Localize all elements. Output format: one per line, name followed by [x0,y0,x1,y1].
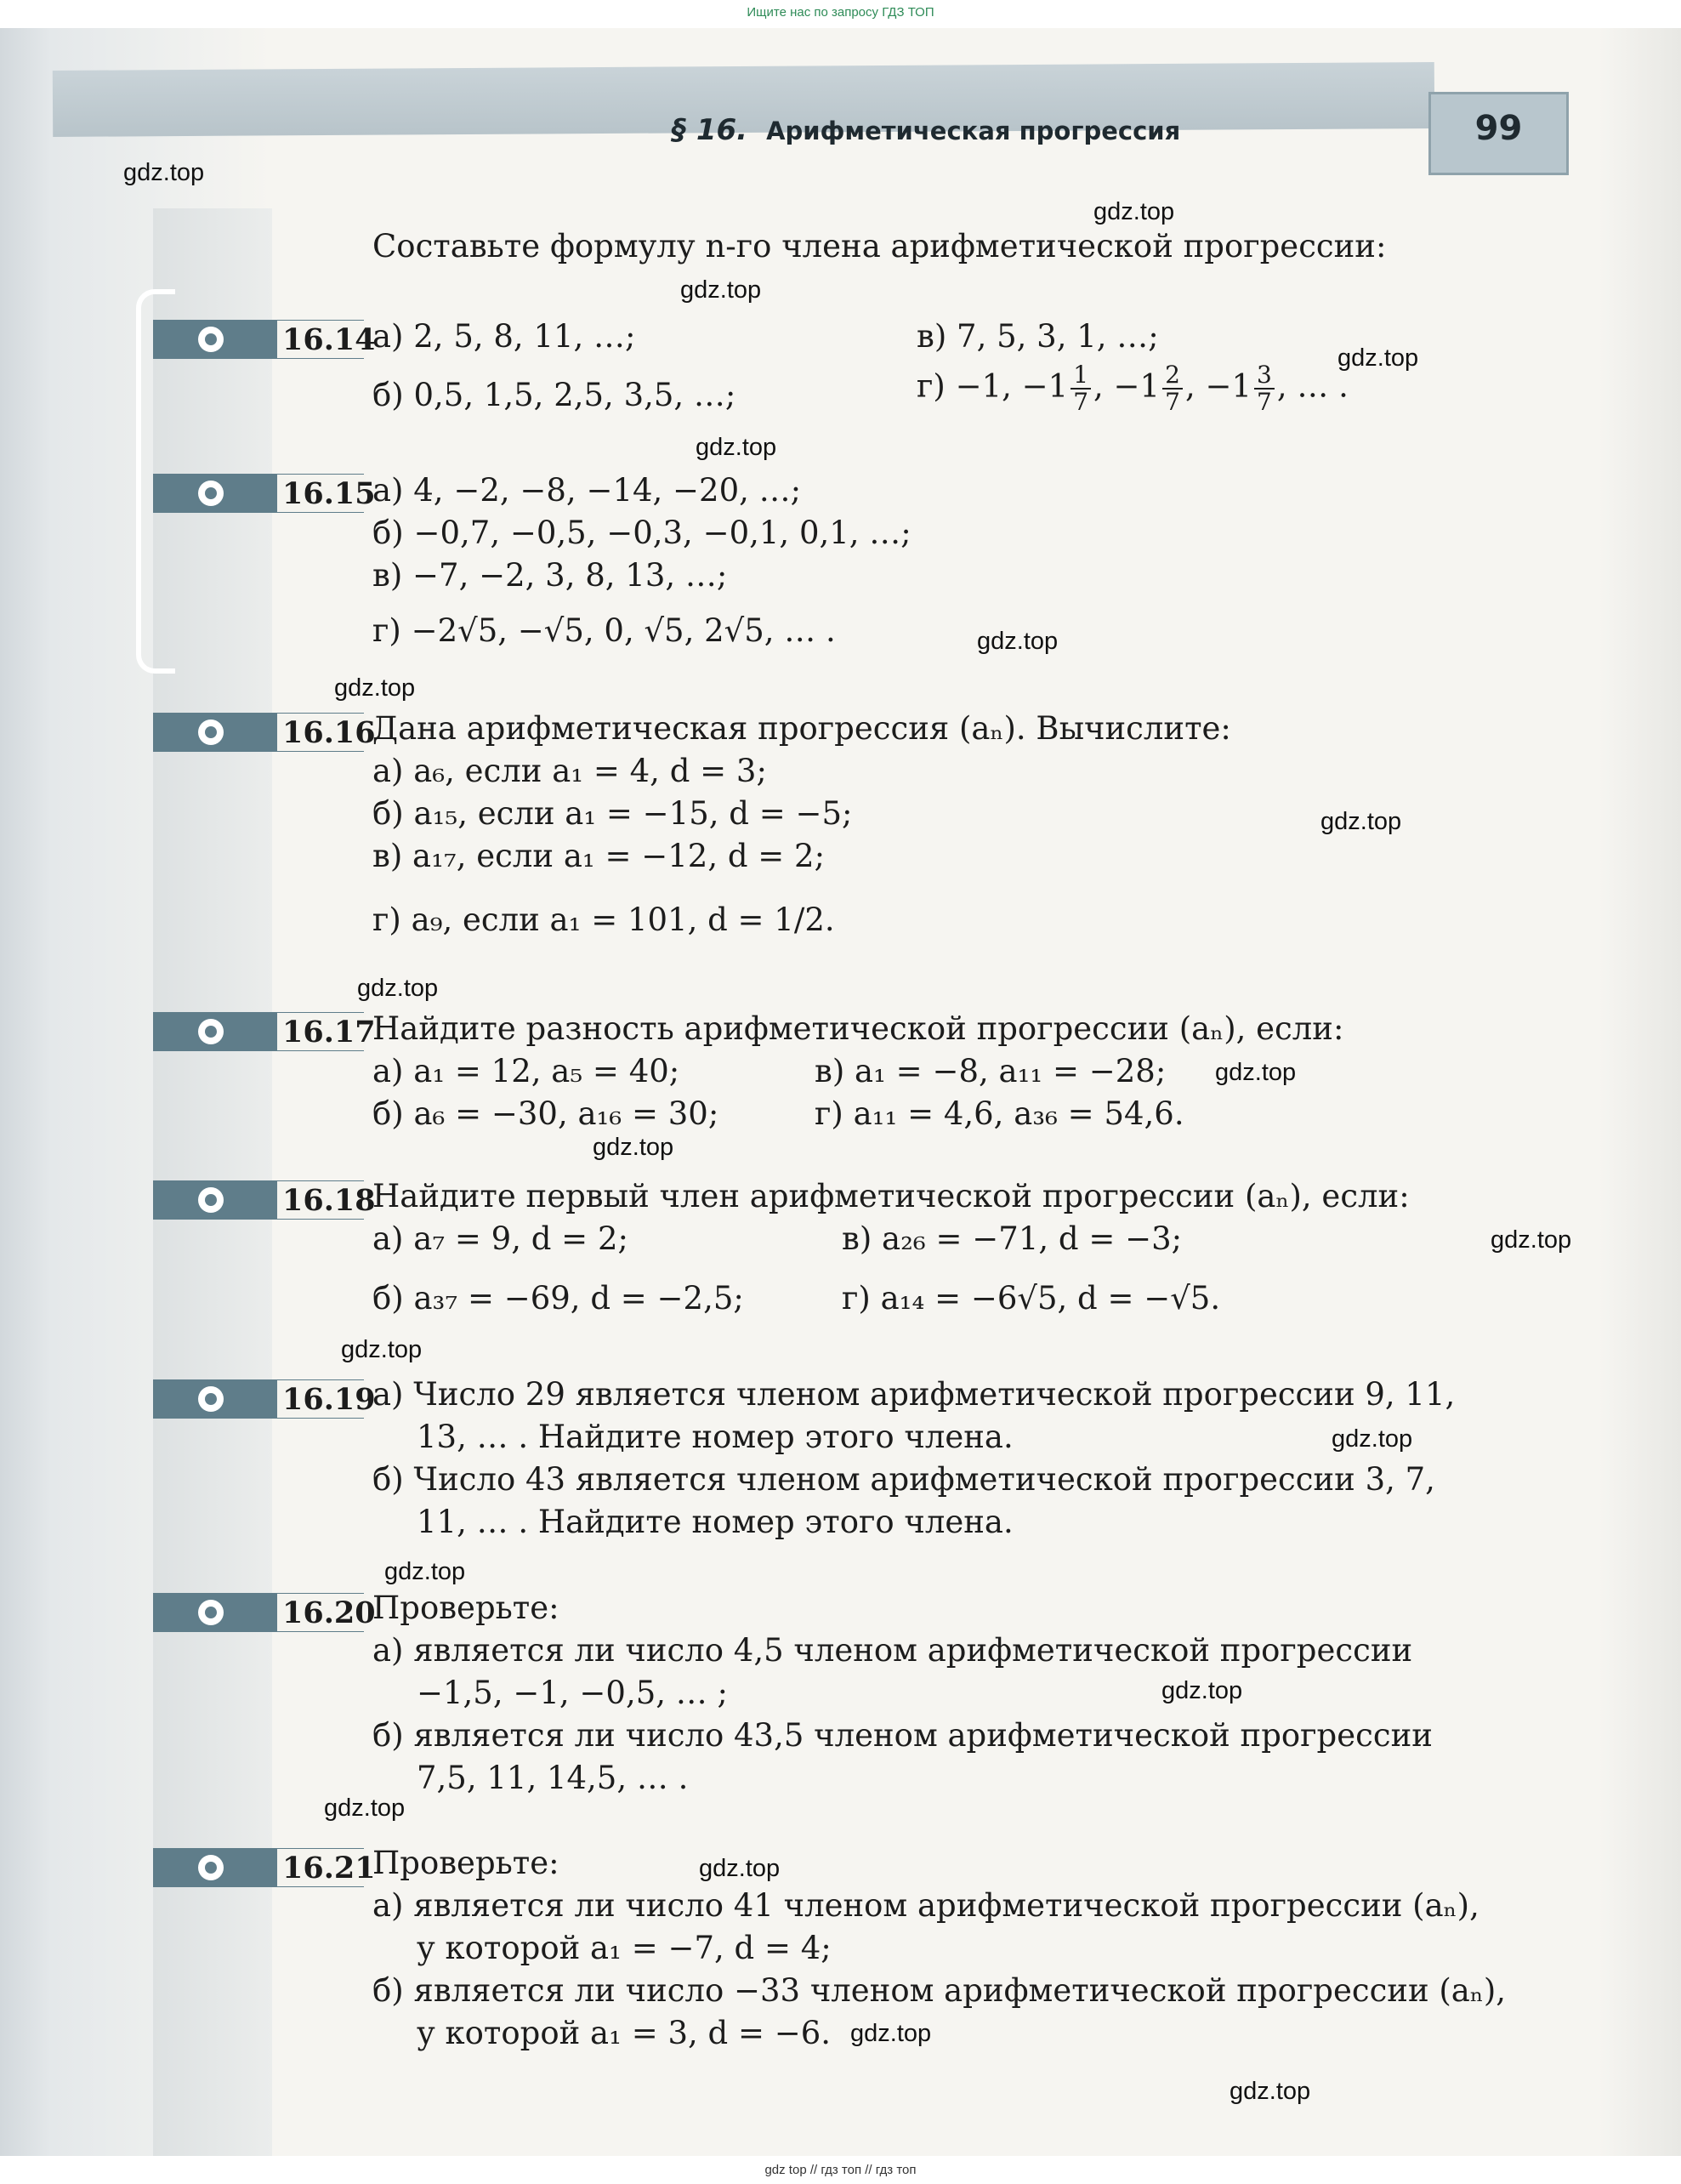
item-a-line1: а) Число 29 является членом арифметической прогрессии 9, 11, [372,1376,1456,1413]
circle-icon [198,1600,224,1625]
watermark: gdz.top [341,1336,423,1363]
problem-number: 16.16 [275,714,366,751]
circle-icon [198,1019,224,1044]
watermark: gdz.top [1093,198,1175,225]
item-d: г) a₉, если a₁ = 101, d = 1/2. [372,901,835,938]
circle-icon [198,1187,224,1213]
item-a-line2: 13, … . Найдите номер этого члена. [417,1419,1014,1455]
item-b-line1: б) является ли число −33 членом арифметической прогрессии (aₙ), [372,1972,1507,2009]
problem-number: 16.15 [275,475,366,512]
circle-icon [198,327,224,352]
watermark: gdz.top [977,628,1059,655]
problem-number: 16.17 [275,1013,366,1050]
item-a-line2: у которой a₁ = −7, d = 4; [417,1930,832,1966]
item-b-line2: у которой a₁ = 3, d = −6. [417,2015,832,2051]
watermark: gdz.top [850,2020,932,2047]
problem-text: Найдите разность арифметической прогрессии (aₙ), если: [372,1010,1344,1047]
item-d: г) a₁₄ = −6√5, d = −√5. [842,1280,1221,1317]
watermark: gdz.top [593,1134,674,1161]
problem-number: 16.19 [275,1380,366,1418]
watermark: gdz.top [1161,1677,1243,1704]
problem-number: 16.20 [275,1594,366,1631]
watermark: gdz.top [357,975,439,1002]
watermark: gdz.top [123,159,205,186]
top-note: Ищите нас по запросу ГДЗ ТОП [747,5,934,20]
circle-icon [198,1386,224,1412]
problem-text: Дана арифметическая прогрессия (aₙ). Вычислите: [372,710,1231,747]
item-d-start: г) −1, −1 [917,367,1069,405]
circle-icon [198,481,224,506]
watermark: gdz.top [1215,1059,1297,1086]
watermark: gdz.top [1320,808,1402,835]
item-a: а) 4, −2, −8, −14, −20, …; [372,472,802,509]
item-b: б) −0,7, −0,5, −0,3, −0,1, 0,1, …; [372,515,911,551]
item-a-line2: −1,5, −1, −0,5, … ; [417,1675,729,1711]
intro-text: Составьте формулу n-го члена арифметической прогрессии: [372,228,1387,264]
fraction: $\frac{1}{7}$ [1071,362,1091,415]
item-a: а) 2, 5, 8, 11, …; [372,318,636,355]
problem-text: Проверьте: [372,1590,559,1626]
page-number: 99 [1474,109,1523,148]
item-d-end: , … . [1276,367,1349,405]
watermark: gdz.top [334,674,416,702]
page-header [672,113,1180,147]
item-c: в) a₁ = −8, a₁₁ = −28; [815,1053,1167,1089]
section-number: § 16. [672,113,748,147]
watermark: gdz.top [680,276,762,304]
circle-icon [198,1855,224,1880]
problem-number: 16.18 [275,1181,366,1219]
item-b: б) a₁₅, если a₁ = −15, d = −5; [372,795,853,832]
item-d: г) −2√5, −√5, 0, √5, 2√5, … . [372,612,836,649]
problem-number: 16.21 [275,1849,366,1886]
watermark: gdz.top [1332,1425,1413,1453]
item-b-line2: 7,5, 11, 14,5, … . [417,1760,689,1796]
fraction: $\frac{2}{7}$ [1162,362,1183,415]
item-a: а) a₁ = 12, a₅ = 40; [372,1053,680,1089]
watermark: gdz.top [384,1558,466,1585]
item-c: в) −7, −2, 3, 8, 13, …; [372,557,728,594]
item-b-line1: б) является ли число 43,5 членом арифметической прогрессии [372,1717,1433,1754]
watermark: gdz.top [1491,1226,1572,1254]
item-b: б) a₃₇ = −69, d = −2,5; [372,1280,744,1317]
item-a: а) a₇ = 9, d = 2; [372,1220,628,1257]
problem-number: 16.14 [275,321,366,358]
item-b-line2: 11, … . Найдите номер этого члена. [417,1504,1014,1540]
item-c: в) 7, 5, 3, 1, …; [917,318,1159,355]
item-b: б) a₆ = −30, a₁₆ = 30; [372,1095,719,1132]
bottom-note: gdz top // гдз топ // гдз топ [764,2163,917,2177]
fraction: $\frac{3}{7}$ [1254,362,1275,415]
watermark: gdz.top [1230,2078,1311,2105]
watermark: gdz.top [324,1794,406,1822]
problem-text: Проверьте: [372,1845,559,1881]
section-title: Арифметическая прогрессия [766,117,1181,145]
item-b: б) 0,5, 1,5, 2,5, 3,5, …; [372,377,736,413]
item-b-line1: б) Число 43 является членом арифметической прогрессии 3, 7, [372,1461,1435,1498]
circle-icon [198,719,224,745]
item-c: в) a₁₇, если a₁ = −12, d = 2; [372,838,826,874]
item-a-line1: а) является ли число 41 членом арифметической прогрессии (aₙ), [372,1887,1479,1924]
watermark: gdz.top [696,434,777,461]
watermark: gdz.top [699,1855,781,1882]
item-a: а) a₆, если a₁ = 4, d = 3; [372,753,767,789]
item-a-line1: а) является ли число 4,5 членом арифметической прогрессии [372,1632,1413,1669]
item-d: г) a₁₁ = 4,6, a₃₆ = 54,6. [815,1095,1184,1132]
problem-text: Найдите первый член арифметической прогрессии (aₙ), если: [372,1178,1410,1214]
watermark: gdz.top [1337,344,1419,372]
item-c: в) a₂₆ = −71, d = −3; [842,1220,1183,1257]
item-d: г) −1, −1 $\frac{1}{7}$ , −1 $\frac{2}{7}$ , −1 $\frac{3}{7}$ , … . [917,361,1349,416]
